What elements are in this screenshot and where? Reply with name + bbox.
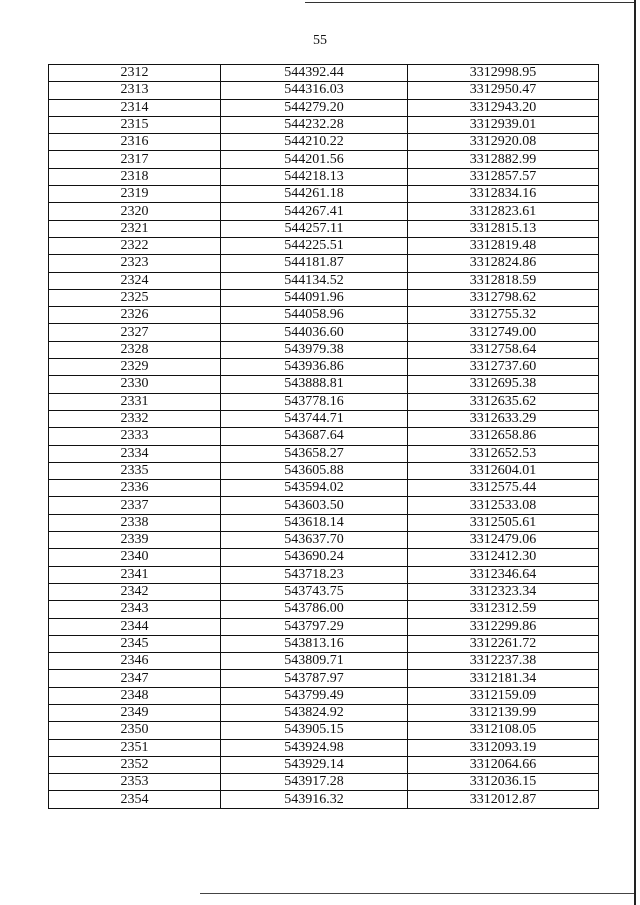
x-coordinate-cell: 543809.71	[221, 653, 408, 670]
point-number-cell: 2335	[49, 462, 221, 479]
y-coordinate-cell: 3312857.57	[408, 168, 599, 185]
y-coordinate-cell: 3312834.16	[408, 186, 599, 203]
point-number-cell: 2341	[49, 566, 221, 583]
y-coordinate-cell: 3312823.61	[408, 203, 599, 220]
point-number-cell: 2327	[49, 324, 221, 341]
table-row	[49, 791, 599, 808]
y-coordinate-cell: 3312064.66	[408, 756, 599, 773]
y-coordinate-cell: 3312108.05	[408, 722, 599, 739]
y-coordinate-cell: 3312093.19	[408, 739, 599, 756]
y-coordinate-cell: 3312346.64	[408, 566, 599, 583]
table-row	[49, 566, 599, 583]
x-coordinate-cell: 543618.14	[221, 514, 408, 531]
y-coordinate-cell: 3312950.47	[408, 82, 599, 99]
table-row	[49, 341, 599, 358]
point-number-cell: 2317	[49, 151, 221, 168]
table-row	[49, 237, 599, 254]
x-coordinate-cell: 544261.18	[221, 186, 408, 203]
table-row	[49, 497, 599, 514]
x-coordinate-cell: 544036.60	[221, 324, 408, 341]
x-coordinate-cell: 543687.64	[221, 428, 408, 445]
y-coordinate-cell: 3312299.86	[408, 618, 599, 635]
point-number-cell: 2328	[49, 341, 221, 358]
table-row	[49, 324, 599, 341]
table-row	[49, 307, 599, 324]
y-coordinate-cell: 3312312.59	[408, 601, 599, 618]
x-coordinate-cell: 544181.87	[221, 255, 408, 272]
x-coordinate-cell: 544392.44	[221, 65, 408, 82]
table-row	[49, 532, 599, 549]
table-row	[49, 739, 599, 756]
point-number-cell: 2332	[49, 410, 221, 427]
point-number-cell: 2329	[49, 359, 221, 376]
y-coordinate-cell: 3312505.61	[408, 514, 599, 531]
point-number-cell: 2339	[49, 532, 221, 549]
x-coordinate-cell: 544316.03	[221, 82, 408, 99]
point-number-cell: 2354	[49, 791, 221, 808]
x-coordinate-cell: 543786.00	[221, 601, 408, 618]
table-row	[49, 82, 599, 99]
point-number-cell: 2314	[49, 99, 221, 116]
point-number-cell: 2346	[49, 653, 221, 670]
point-number-cell: 2348	[49, 687, 221, 704]
point-number-cell: 2333	[49, 428, 221, 445]
point-number-cell: 2343	[49, 601, 221, 618]
table-row	[49, 514, 599, 531]
point-number-cell: 2320	[49, 203, 221, 220]
point-number-cell: 2340	[49, 549, 221, 566]
x-coordinate-cell: 544267.41	[221, 203, 408, 220]
right-edge-line	[634, 0, 636, 905]
y-coordinate-cell: 3312633.29	[408, 410, 599, 427]
y-coordinate-cell: 3312533.08	[408, 497, 599, 514]
y-coordinate-cell: 3312818.59	[408, 272, 599, 289]
table-row	[49, 393, 599, 410]
x-coordinate-cell: 543979.38	[221, 341, 408, 358]
x-coordinate-cell: 543787.97	[221, 670, 408, 687]
y-coordinate-cell: 3312652.53	[408, 445, 599, 462]
table-row	[49, 359, 599, 376]
point-number-cell: 2321	[49, 220, 221, 237]
x-coordinate-cell: 544058.96	[221, 307, 408, 324]
x-coordinate-cell: 543924.98	[221, 739, 408, 756]
y-coordinate-cell: 3312159.09	[408, 687, 599, 704]
table-row	[49, 549, 599, 566]
point-number-cell: 2351	[49, 739, 221, 756]
point-number-cell: 2345	[49, 635, 221, 652]
point-number-cell: 2325	[49, 289, 221, 306]
table-row	[49, 722, 599, 739]
table-row	[49, 601, 599, 618]
x-coordinate-cell: 543658.27	[221, 445, 408, 462]
point-number-cell: 2312	[49, 65, 221, 82]
x-coordinate-cell: 544091.96	[221, 289, 408, 306]
x-coordinate-cell: 544232.28	[221, 116, 408, 133]
table-row	[49, 462, 599, 479]
point-number-cell: 2352	[49, 756, 221, 773]
table-row	[49, 99, 599, 116]
point-number-cell: 2350	[49, 722, 221, 739]
table-row	[49, 134, 599, 151]
x-coordinate-cell: 543744.71	[221, 410, 408, 427]
table-row	[49, 272, 599, 289]
table-row	[49, 203, 599, 220]
point-number-cell: 2349	[49, 704, 221, 721]
table-row	[49, 289, 599, 306]
x-coordinate-cell: 543605.88	[221, 462, 408, 479]
table-row	[49, 774, 599, 791]
y-coordinate-cell: 3312755.32	[408, 307, 599, 324]
point-number-cell: 2316	[49, 134, 221, 151]
x-coordinate-cell: 543916.32	[221, 791, 408, 808]
y-coordinate-cell: 3312695.38	[408, 376, 599, 393]
x-coordinate-cell: 544134.52	[221, 272, 408, 289]
y-coordinate-cell: 3312012.87	[408, 791, 599, 808]
coordinates-table-body	[49, 65, 599, 809]
y-coordinate-cell: 3312237.38	[408, 653, 599, 670]
x-coordinate-cell: 544218.13	[221, 168, 408, 185]
x-coordinate-cell: 543718.23	[221, 566, 408, 583]
point-number-cell: 2353	[49, 774, 221, 791]
x-coordinate-cell: 544279.20	[221, 99, 408, 116]
y-coordinate-cell: 3312798.62	[408, 289, 599, 306]
page-number: 55	[313, 33, 327, 48]
table-row	[49, 151, 599, 168]
x-coordinate-cell: 543778.16	[221, 393, 408, 410]
table-row	[49, 687, 599, 704]
point-number-cell: 2324	[49, 272, 221, 289]
point-number-cell: 2344	[49, 618, 221, 635]
coordinates-table	[48, 64, 599, 809]
y-coordinate-cell: 3312658.86	[408, 428, 599, 445]
y-coordinate-cell: 3312749.00	[408, 324, 599, 341]
y-coordinate-cell: 3312943.20	[408, 99, 599, 116]
table-row	[49, 704, 599, 721]
point-number-cell: 2318	[49, 168, 221, 185]
point-number-cell: 2337	[49, 497, 221, 514]
point-number-cell: 2323	[49, 255, 221, 272]
point-number-cell: 2319	[49, 186, 221, 203]
x-coordinate-cell: 543905.15	[221, 722, 408, 739]
y-coordinate-cell: 3312575.44	[408, 480, 599, 497]
y-coordinate-cell: 3312261.72	[408, 635, 599, 652]
table-row	[49, 168, 599, 185]
y-coordinate-cell: 3312824.86	[408, 255, 599, 272]
point-number-cell: 2342	[49, 583, 221, 600]
table-row	[49, 376, 599, 393]
point-number-cell: 2347	[49, 670, 221, 687]
y-coordinate-cell: 3312181.34	[408, 670, 599, 687]
table-row	[49, 756, 599, 773]
x-coordinate-cell: 543824.92	[221, 704, 408, 721]
x-coordinate-cell: 543888.81	[221, 376, 408, 393]
x-coordinate-cell: 543637.70	[221, 532, 408, 549]
y-coordinate-cell: 3312819.48	[408, 237, 599, 254]
y-coordinate-cell: 3312998.95	[408, 65, 599, 82]
x-coordinate-cell: 543813.16	[221, 635, 408, 652]
y-coordinate-cell: 3312635.62	[408, 393, 599, 410]
x-coordinate-cell: 544225.51	[221, 237, 408, 254]
x-coordinate-cell: 543743.75	[221, 583, 408, 600]
x-coordinate-cell: 543936.86	[221, 359, 408, 376]
point-number-cell: 2331	[49, 393, 221, 410]
x-coordinate-cell: 543929.14	[221, 756, 408, 773]
x-coordinate-cell: 543690.24	[221, 549, 408, 566]
top-border-line	[305, 2, 635, 3]
table-row	[49, 445, 599, 462]
table-row	[49, 618, 599, 635]
table-row	[49, 583, 599, 600]
y-coordinate-cell: 3312139.99	[408, 704, 599, 721]
y-coordinate-cell: 3312815.13	[408, 220, 599, 237]
x-coordinate-cell: 544210.22	[221, 134, 408, 151]
y-coordinate-cell: 3312920.08	[408, 134, 599, 151]
point-number-cell: 2313	[49, 82, 221, 99]
table-row	[49, 220, 599, 237]
bottom-border-line	[200, 893, 634, 894]
table-row	[49, 186, 599, 203]
x-coordinate-cell: 543603.50	[221, 497, 408, 514]
x-coordinate-cell: 543917.28	[221, 774, 408, 791]
table-row	[49, 428, 599, 445]
x-coordinate-cell: 544201.56	[221, 151, 408, 168]
table-row	[49, 653, 599, 670]
table-row	[49, 65, 599, 82]
y-coordinate-cell: 3312479.06	[408, 532, 599, 549]
point-number-cell: 2322	[49, 237, 221, 254]
point-number-cell: 2334	[49, 445, 221, 462]
y-coordinate-cell: 3312412.30	[408, 549, 599, 566]
table-row	[49, 635, 599, 652]
x-coordinate-cell: 543594.02	[221, 480, 408, 497]
y-coordinate-cell: 3312939.01	[408, 116, 599, 133]
y-coordinate-cell: 3312036.15	[408, 774, 599, 791]
table-row	[49, 116, 599, 133]
table-row	[49, 410, 599, 427]
point-number-cell: 2330	[49, 376, 221, 393]
point-number-cell: 2326	[49, 307, 221, 324]
x-coordinate-cell: 544257.11	[221, 220, 408, 237]
table-row	[49, 255, 599, 272]
y-coordinate-cell: 3312758.64	[408, 341, 599, 358]
table-row	[49, 670, 599, 687]
y-coordinate-cell: 3312882.99	[408, 151, 599, 168]
x-coordinate-cell: 543799.49	[221, 687, 408, 704]
table-row	[49, 480, 599, 497]
point-number-cell: 2338	[49, 514, 221, 531]
x-coordinate-cell: 543797.29	[221, 618, 408, 635]
point-number-cell: 2315	[49, 116, 221, 133]
y-coordinate-cell: 3312604.01	[408, 462, 599, 479]
y-coordinate-cell: 3312323.34	[408, 583, 599, 600]
point-number-cell: 2336	[49, 480, 221, 497]
y-coordinate-cell: 3312737.60	[408, 359, 599, 376]
